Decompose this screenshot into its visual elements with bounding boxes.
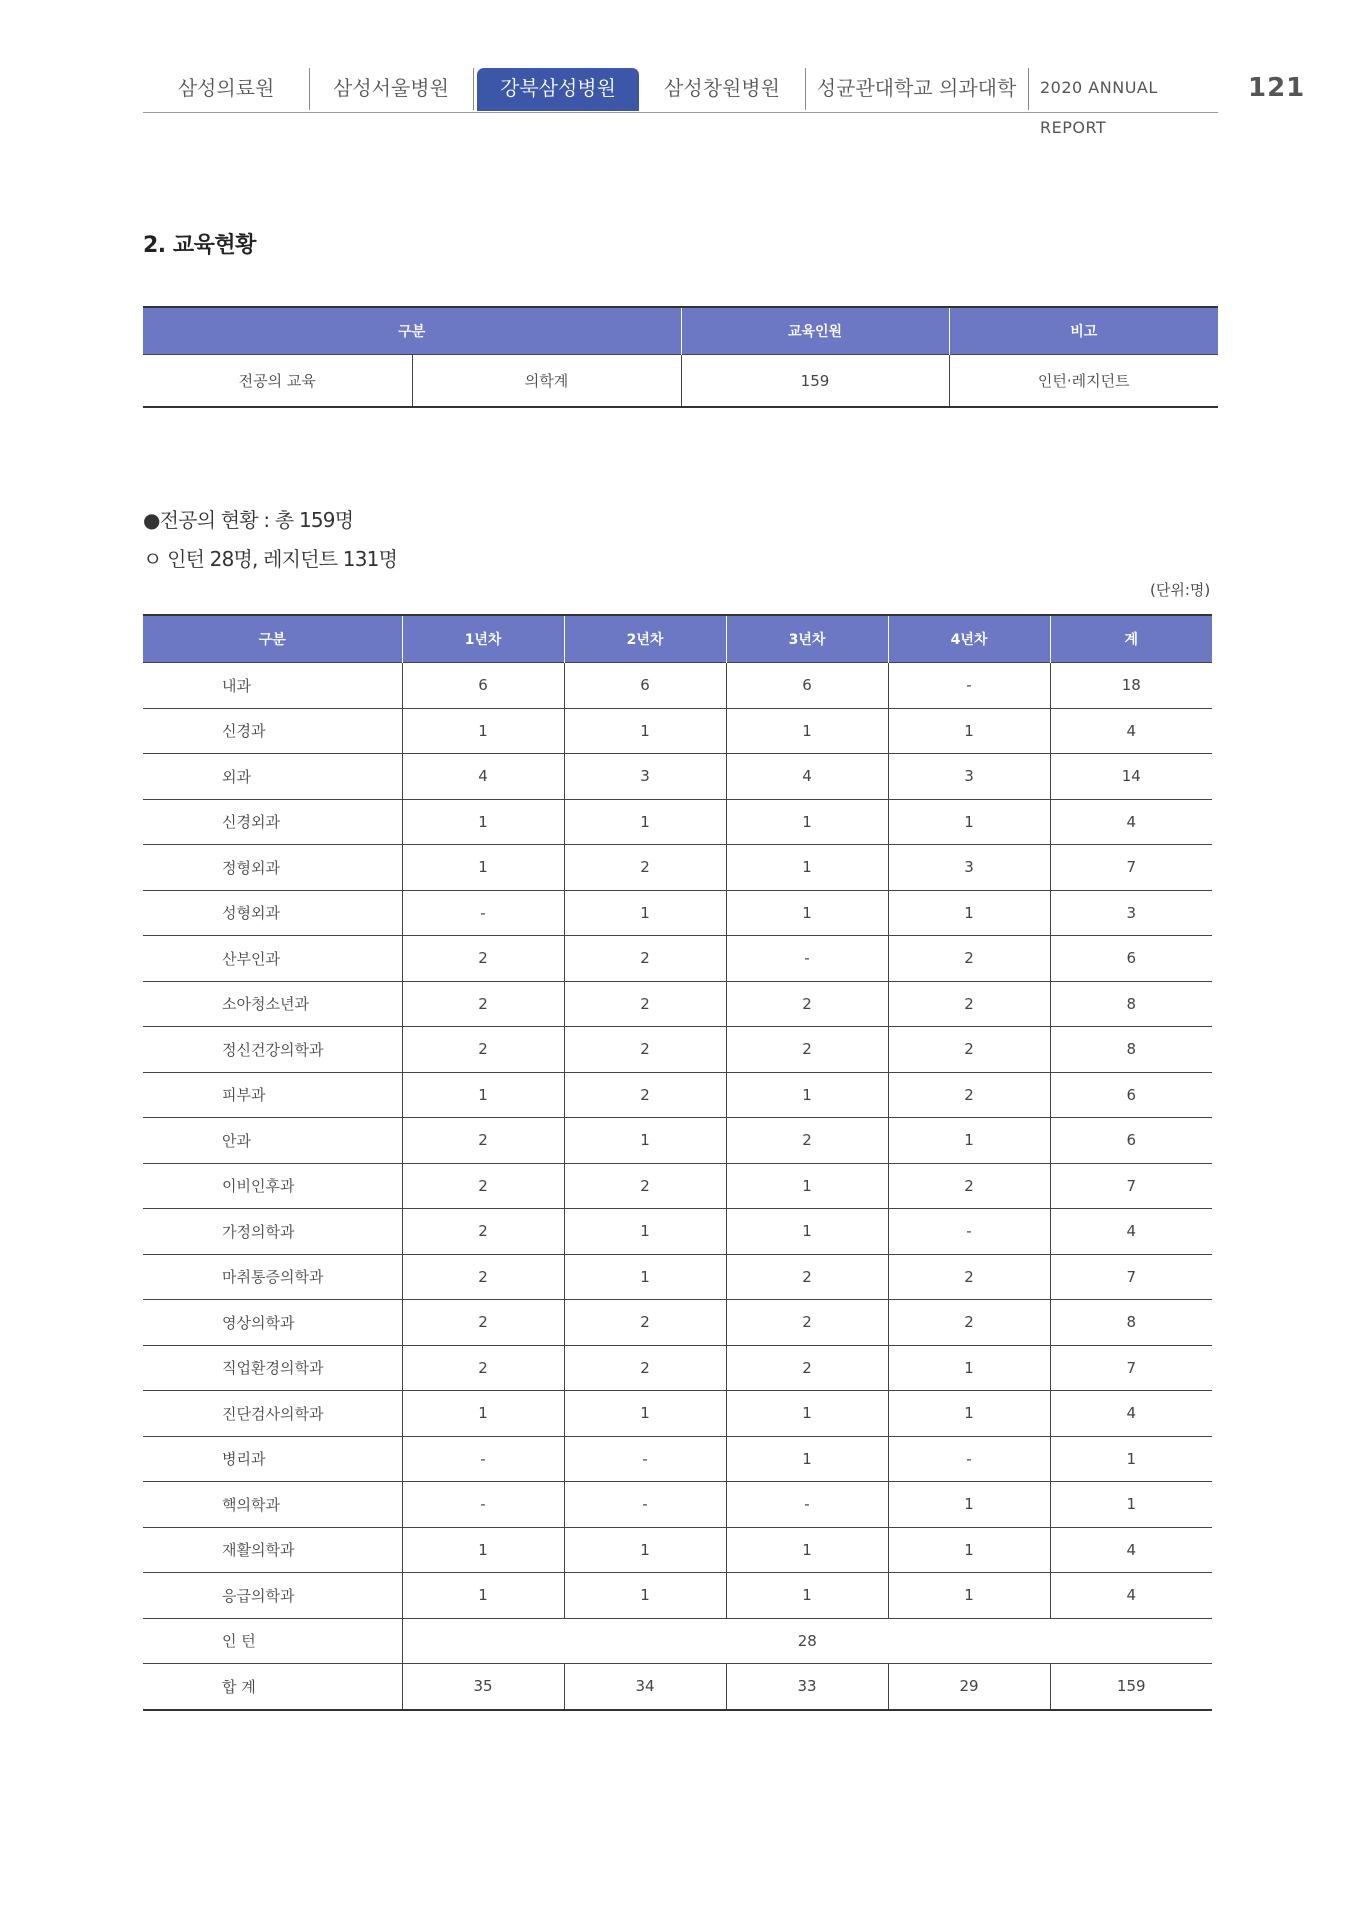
intern-resident-breakdown-text: ㅇ 인턴 28명, 레지던트 131명 — [143, 547, 398, 571]
cell-year4: 1 — [888, 1527, 1050, 1573]
cell-year2: 2 — [564, 1027, 726, 1073]
cell-year3: 1 — [726, 799, 888, 845]
col-header-trainees: 교육인원 — [681, 307, 949, 355]
cell-year1: 2 — [402, 1163, 564, 1209]
intern-row — [143, 1618, 1212, 1664]
cell-total: 7 — [1050, 1163, 1212, 1209]
cell-year3: 1 — [726, 890, 888, 936]
cell-year4: 1 — [888, 890, 1050, 936]
cell-year1: - — [402, 1482, 564, 1528]
cell-department: 피부과 — [143, 1072, 402, 1118]
cell-year1: 2 — [402, 1118, 564, 1164]
cell-year3: 1 — [726, 1436, 888, 1482]
cell-year2: 6 — [564, 663, 726, 709]
cell-year1: - — [402, 890, 564, 936]
tab-skku-medicine[interactable]: 성균관대학교 의과대학 — [805, 68, 1029, 110]
table-row — [143, 1118, 1212, 1164]
table-row — [143, 1527, 1212, 1573]
cell-department: 안과 — [143, 1118, 402, 1164]
cell-total: 8 — [1050, 1300, 1212, 1346]
cell-year2: 1 — [564, 890, 726, 936]
cell-year1: 2 — [402, 936, 564, 982]
cell-department: 내과 — [143, 663, 402, 709]
cell-year2: 2 — [564, 845, 726, 891]
cell-year4: - — [888, 1436, 1050, 1482]
cell-department: 신경과 — [143, 708, 402, 754]
cell-year2: - — [564, 1482, 726, 1528]
cell-year2: 1 — [564, 708, 726, 754]
cell-total: 4 — [1050, 1527, 1212, 1573]
cell-year1: 1 — [402, 1527, 564, 1573]
cell-year3: 1 — [726, 1072, 888, 1118]
cell-year4: - — [888, 663, 1050, 709]
cell-total: 6 — [1050, 936, 1212, 982]
cell-year2: 34 — [564, 1664, 726, 1710]
cell-program: 전공의 교육 — [143, 355, 412, 408]
table-row — [143, 1072, 1212, 1118]
cell-year4: 1 — [888, 1482, 1050, 1528]
cell-year4: 3 — [888, 754, 1050, 800]
cell-year2: 1 — [564, 799, 726, 845]
cell-department: 신경외과 — [143, 799, 402, 845]
table-row — [143, 1209, 1212, 1255]
page-number: 121 — [1248, 73, 1306, 103]
cell-year2: 1 — [564, 1391, 726, 1437]
cell-year4: 1 — [888, 1573, 1050, 1619]
cell-year4: 2 — [888, 1163, 1050, 1209]
cell-total: 18 — [1050, 663, 1212, 709]
cell-total: 6 — [1050, 1072, 1212, 1118]
cell-department: 성형외과 — [143, 890, 402, 936]
table-row — [143, 1300, 1212, 1346]
cell-department: 인 턴 — [143, 1618, 402, 1664]
cell-year3: 1 — [726, 1209, 888, 1255]
table-row — [143, 936, 1212, 982]
cell-year1: 4 — [402, 754, 564, 800]
table-row — [143, 1163, 1212, 1209]
cell-year4: 2 — [888, 1300, 1050, 1346]
cell-total: 7 — [1050, 845, 1212, 891]
table-row — [143, 1573, 1212, 1619]
cell-year3: 2 — [726, 1027, 888, 1073]
cell-year2: 2 — [564, 1072, 726, 1118]
cell-total: 1 — [1050, 1436, 1212, 1482]
cell-year3: 4 — [726, 754, 888, 800]
cell-department: 이비인후과 — [143, 1163, 402, 1209]
cell-remarks: 인턴·레지던트 — [949, 355, 1218, 408]
cell-department: 산부인과 — [143, 936, 402, 982]
cell-total: 4 — [1050, 1209, 1212, 1255]
tab-samsung-medical-center[interactable]: 삼성의료원 — [143, 68, 310, 110]
cell-year1: - — [402, 1436, 564, 1482]
cell-year1: 1 — [402, 1573, 564, 1619]
cell-year4: - — [888, 1209, 1050, 1255]
cell-total: 8 — [1050, 981, 1212, 1027]
cell-year4: 1 — [888, 708, 1050, 754]
tab-samsung-seoul-hospital[interactable]: 삼성서울병원 — [309, 68, 474, 110]
tab-samsung-changwon-hospital[interactable]: 삼성창원병원 — [639, 68, 806, 110]
cell-year1: 1 — [402, 845, 564, 891]
table-row — [143, 890, 1212, 936]
report-title: 2020 ANNUAL REPORT — [1040, 78, 1158, 137]
cell-year3: 1 — [726, 1391, 888, 1437]
cell-total: 14 — [1050, 754, 1212, 800]
cell-year2: 1 — [564, 1573, 726, 1619]
cell-total: 1 — [1050, 1482, 1212, 1528]
table-row — [143, 1345, 1212, 1391]
section-title: 2. 교육현황 — [143, 233, 256, 258]
col-header-year4: 4년차 — [888, 615, 1050, 663]
cell-year1: 2 — [402, 1254, 564, 1300]
cell-year3: 1 — [726, 1527, 888, 1573]
cell-year1: 2 — [402, 1345, 564, 1391]
cell-year4: 2 — [888, 1072, 1050, 1118]
total-row — [143, 1664, 1212, 1710]
cell-year2: 1 — [564, 1118, 726, 1164]
cell-department: 재활의학과 — [143, 1527, 402, 1573]
cell-department: 직업환경의학과 — [143, 1345, 402, 1391]
cell-year4: 2 — [888, 1027, 1050, 1073]
cell-year1: 1 — [402, 708, 564, 754]
cell-department: 합 계 — [143, 1664, 402, 1710]
cell-year2: - — [564, 1436, 726, 1482]
col-header-total: 계 — [1050, 615, 1212, 663]
cell-department: 응급의학과 — [143, 1573, 402, 1619]
cell-field: 의학계 — [412, 355, 681, 408]
cell-year3: 1 — [726, 1573, 888, 1619]
cell-total: 7 — [1050, 1254, 1212, 1300]
cell-year1: 1 — [402, 799, 564, 845]
cell-department: 가정의학과 — [143, 1209, 402, 1255]
cell-department: 마취통증의학과 — [143, 1254, 402, 1300]
col-header-year1: 1년차 — [402, 615, 564, 663]
cell-year4: 1 — [888, 1391, 1050, 1437]
cell-year3: - — [726, 936, 888, 982]
cell-total: 4 — [1050, 799, 1212, 845]
cell-year3: 2 — [726, 1300, 888, 1346]
cell-year2: 2 — [564, 1163, 726, 1209]
cell-total: 159 — [1050, 1664, 1212, 1710]
table-row — [143, 1391, 1212, 1437]
cell-year1: 6 — [402, 663, 564, 709]
col-header-year3: 3년차 — [726, 615, 888, 663]
cell-year1: 35 — [402, 1664, 564, 1710]
cell-year2: 2 — [564, 1300, 726, 1346]
table-row — [143, 708, 1212, 754]
resident-total-text: ●전공의 현황 : 총 159명 — [143, 508, 354, 532]
table-row — [143, 754, 1212, 800]
col-header-category: 구분 — [143, 307, 681, 355]
cell-year3: 2 — [726, 1254, 888, 1300]
cell-department: 영상의학과 — [143, 1300, 402, 1346]
cell-year4: 3 — [888, 845, 1050, 891]
education-summary-table — [143, 306, 1218, 408]
cell-year3: 2 — [726, 1345, 888, 1391]
cell-year2: 3 — [564, 754, 726, 800]
cell-year1: 2 — [402, 1209, 564, 1255]
cell-year1: 1 — [402, 1072, 564, 1118]
col-header-department: 구분 — [143, 615, 402, 663]
resident-detail-table — [143, 614, 1212, 1711]
table-row — [143, 845, 1212, 891]
tab-kangbuk-samsung-hospital[interactable]: 강북삼성병원 — [477, 68, 639, 111]
table-row — [143, 1027, 1212, 1073]
cell-department: 병리과 — [143, 1436, 402, 1482]
cell-total: 7 — [1050, 1345, 1212, 1391]
cell-year4: 1 — [888, 799, 1050, 845]
cell-year1: 1 — [402, 1391, 564, 1437]
cell-year3: 2 — [726, 1118, 888, 1164]
table-row — [143, 981, 1212, 1027]
table-row — [143, 663, 1212, 709]
cell-year4: 29 — [888, 1664, 1050, 1710]
cell-year2: 2 — [564, 981, 726, 1027]
cell-year4: 2 — [888, 981, 1050, 1027]
cell-total: 4 — [1050, 708, 1212, 754]
cell-total: 3 — [1050, 890, 1212, 936]
cell-year3: 1 — [726, 1163, 888, 1209]
cell-year2: 1 — [564, 1527, 726, 1573]
cell-year3: 2 — [726, 981, 888, 1027]
header-nav — [143, 68, 1218, 137]
cell-total: 4 — [1050, 1573, 1212, 1619]
table-row — [143, 1254, 1212, 1300]
cell-department: 소아청소년과 — [143, 981, 402, 1027]
cell-year2: 2 — [564, 1345, 726, 1391]
cell-year3: - — [726, 1482, 888, 1528]
cell-intern-count: 28 — [402, 1618, 1212, 1664]
cell-year3: 33 — [726, 1664, 888, 1710]
cell-department: 정신건강의학과 — [143, 1027, 402, 1073]
cell-year3: 1 — [726, 708, 888, 754]
cell-total: 6 — [1050, 1118, 1212, 1164]
table-row — [143, 1436, 1212, 1482]
table-row — [143, 799, 1212, 845]
cell-department: 진단검사의학과 — [143, 1391, 402, 1437]
cell-year1: 2 — [402, 981, 564, 1027]
col-header-year2: 2년차 — [564, 615, 726, 663]
cell-year4: 1 — [888, 1118, 1050, 1164]
cell-year3: 1 — [726, 845, 888, 891]
cell-year1: 2 — [402, 1300, 564, 1346]
table-row — [143, 355, 1218, 408]
cell-year4: 2 — [888, 936, 1050, 982]
cell-total: 4 — [1050, 1391, 1212, 1437]
cell-total: 8 — [1050, 1027, 1212, 1073]
detail-table-body — [143, 663, 1212, 1710]
col-header-remarks: 비고 — [949, 307, 1218, 355]
cell-year4: 1 — [888, 1345, 1050, 1391]
cell-department: 핵의학과 — [143, 1482, 402, 1528]
cell-year3: 6 — [726, 663, 888, 709]
cell-department: 외과 — [143, 754, 402, 800]
unit-label: (단위:명) — [1150, 581, 1211, 599]
cell-year2: 1 — [564, 1209, 726, 1255]
cell-count: 159 — [681, 355, 949, 408]
cell-year4: 2 — [888, 1254, 1050, 1300]
cell-year1: 2 — [402, 1027, 564, 1073]
cell-department: 정형외과 — [143, 845, 402, 891]
cell-year2: 2 — [564, 936, 726, 982]
table-row — [143, 1482, 1212, 1528]
cell-year2: 1 — [564, 1254, 726, 1300]
